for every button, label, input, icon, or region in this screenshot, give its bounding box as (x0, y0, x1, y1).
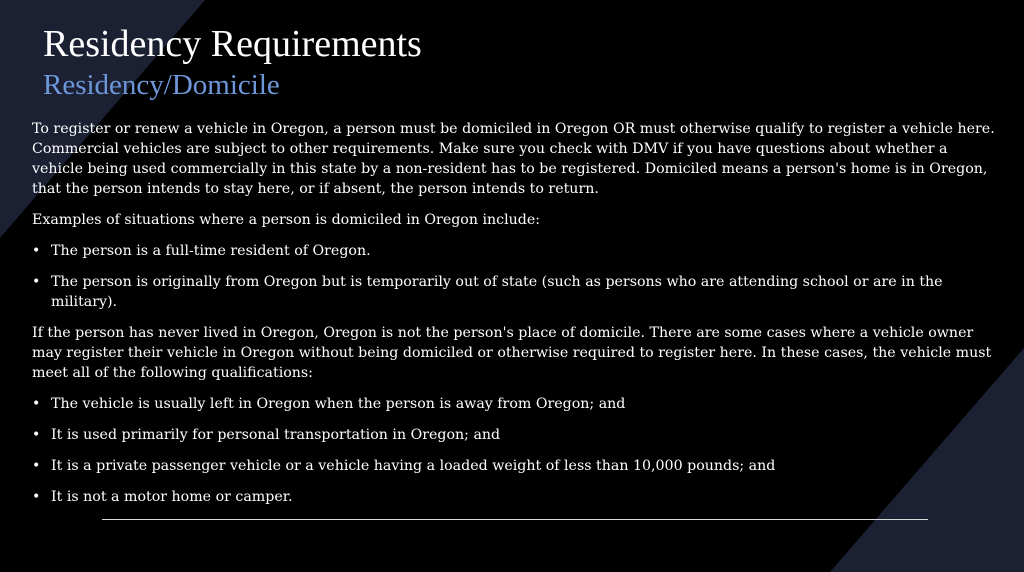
bullet-icon: • (32, 458, 41, 474)
list-item (32, 456, 997, 476)
examples-list (32, 241, 997, 312)
qualifications-intro-paragraph: If the person has never lived in Oregon, Oregon is not the person's place of domicile. There are some cases where a vehicle owner may register their vehicle in Oregon without being domiciled or otherwise required to register here. In these cases, the vehicle must meet all of the following qualifications: (32, 325, 992, 381)
bullet-icon: • (32, 427, 41, 443)
slide-body (32, 119, 997, 518)
bottom-divider-line (102, 519, 928, 520)
bullet-icon: • (32, 489, 41, 505)
list-item-text: The person is a full-time resident of Oregon. (51, 243, 371, 259)
list-item (32, 272, 997, 312)
list-item (32, 394, 997, 414)
bullet-icon: • (32, 396, 41, 412)
intro-paragraph: To register or renew a vehicle in Oregon, a person must be domiciled in Oregon OR must otherwise qualify to register a vehicle here. Commercial vehicles are subject to other requirements. Make sure you check with DMV if you have questions about whether a vehicle being used commercially in this state by a non-resident has to be registered. Domiciled means a person's home is in Oregon, that the person intends to stay here, or if absent, the person intends to return. (32, 121, 995, 197)
examples-intro-paragraph: Examples of situations where a person is domiciled in Oregon include: (32, 212, 541, 228)
list-item (32, 425, 997, 445)
bullet-icon: • (32, 274, 41, 290)
list-item-text: It is a private passenger vehicle or a vehicle having a loaded weight of less than 10,000 pounds; and (51, 458, 776, 474)
slide-subtitle: Residency/Domicile (43, 69, 280, 101)
list-item-text: It is not a motor home or camper. (51, 489, 293, 505)
slide-title: Residency Requirements (43, 23, 422, 65)
list-item (32, 241, 997, 261)
list-item-text: The vehicle is usually left in Oregon when the person is away from Oregon; and (51, 396, 626, 412)
qualifications-list (32, 394, 997, 507)
list-item-text: The person is originally from Oregon but is temporarily out of state (such as persons who are attending school or are in the military). (51, 274, 943, 310)
bullet-icon: • (32, 243, 41, 259)
list-item (32, 487, 997, 507)
list-item-text: It is used primarily for personal transportation in Oregon; and (51, 427, 501, 443)
